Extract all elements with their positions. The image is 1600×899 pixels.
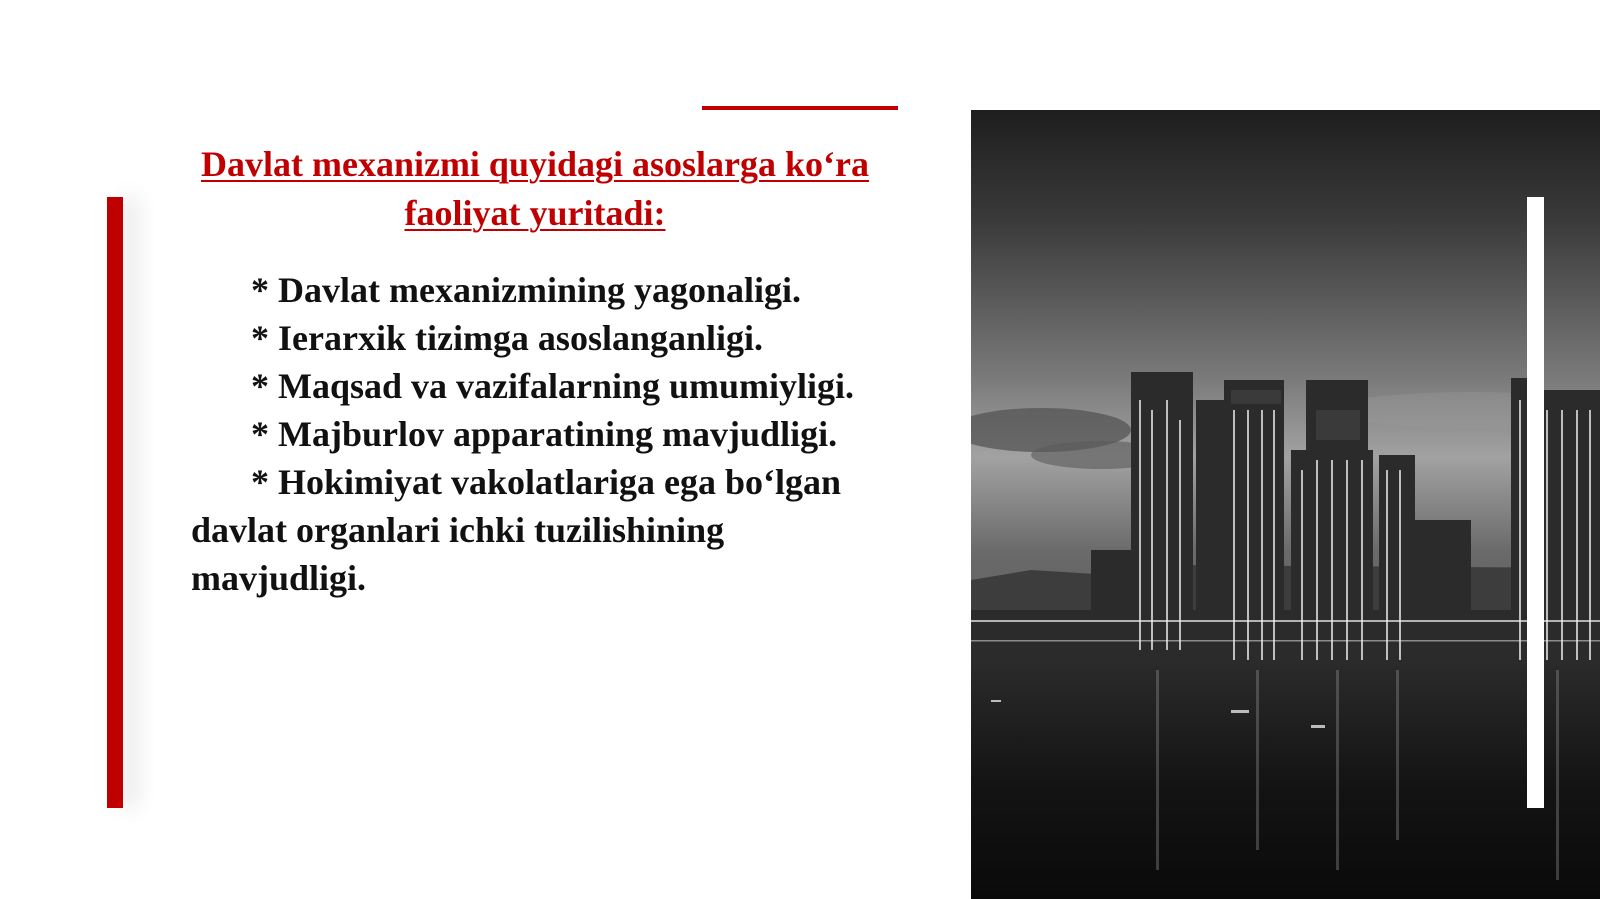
bullet-item: * Davlat mexanizmining yagonaligi.: [251, 270, 802, 310]
bullet-item: * Hokimiyat vakolatlariga ega bo‘lgan davlat organlari ichki tuzilishining mavjudligi.: [191, 462, 842, 598]
city-skyline-photo: [971, 110, 1600, 899]
bullet-item: * Maqsad va vazifalarning umumiyligi.: [251, 366, 855, 406]
bullet-item: * Majburlov apparatining mavjudligi.: [251, 414, 838, 454]
top-accent-line: [702, 106, 898, 110]
city-skyline-illustration: [971, 110, 1600, 899]
left-accent-bar: [107, 197, 123, 808]
bullet-list: [191, 266, 891, 602]
bullet-item: * Ierarxik tizimga asoslanganligi.: [251, 318, 763, 358]
right-accent-bar: [1527, 197, 1544, 808]
slide-title: Davlat mexanizmi quyidagi asoslarga ko‘ra faoliyat yuritadi:: [200, 144, 869, 233]
